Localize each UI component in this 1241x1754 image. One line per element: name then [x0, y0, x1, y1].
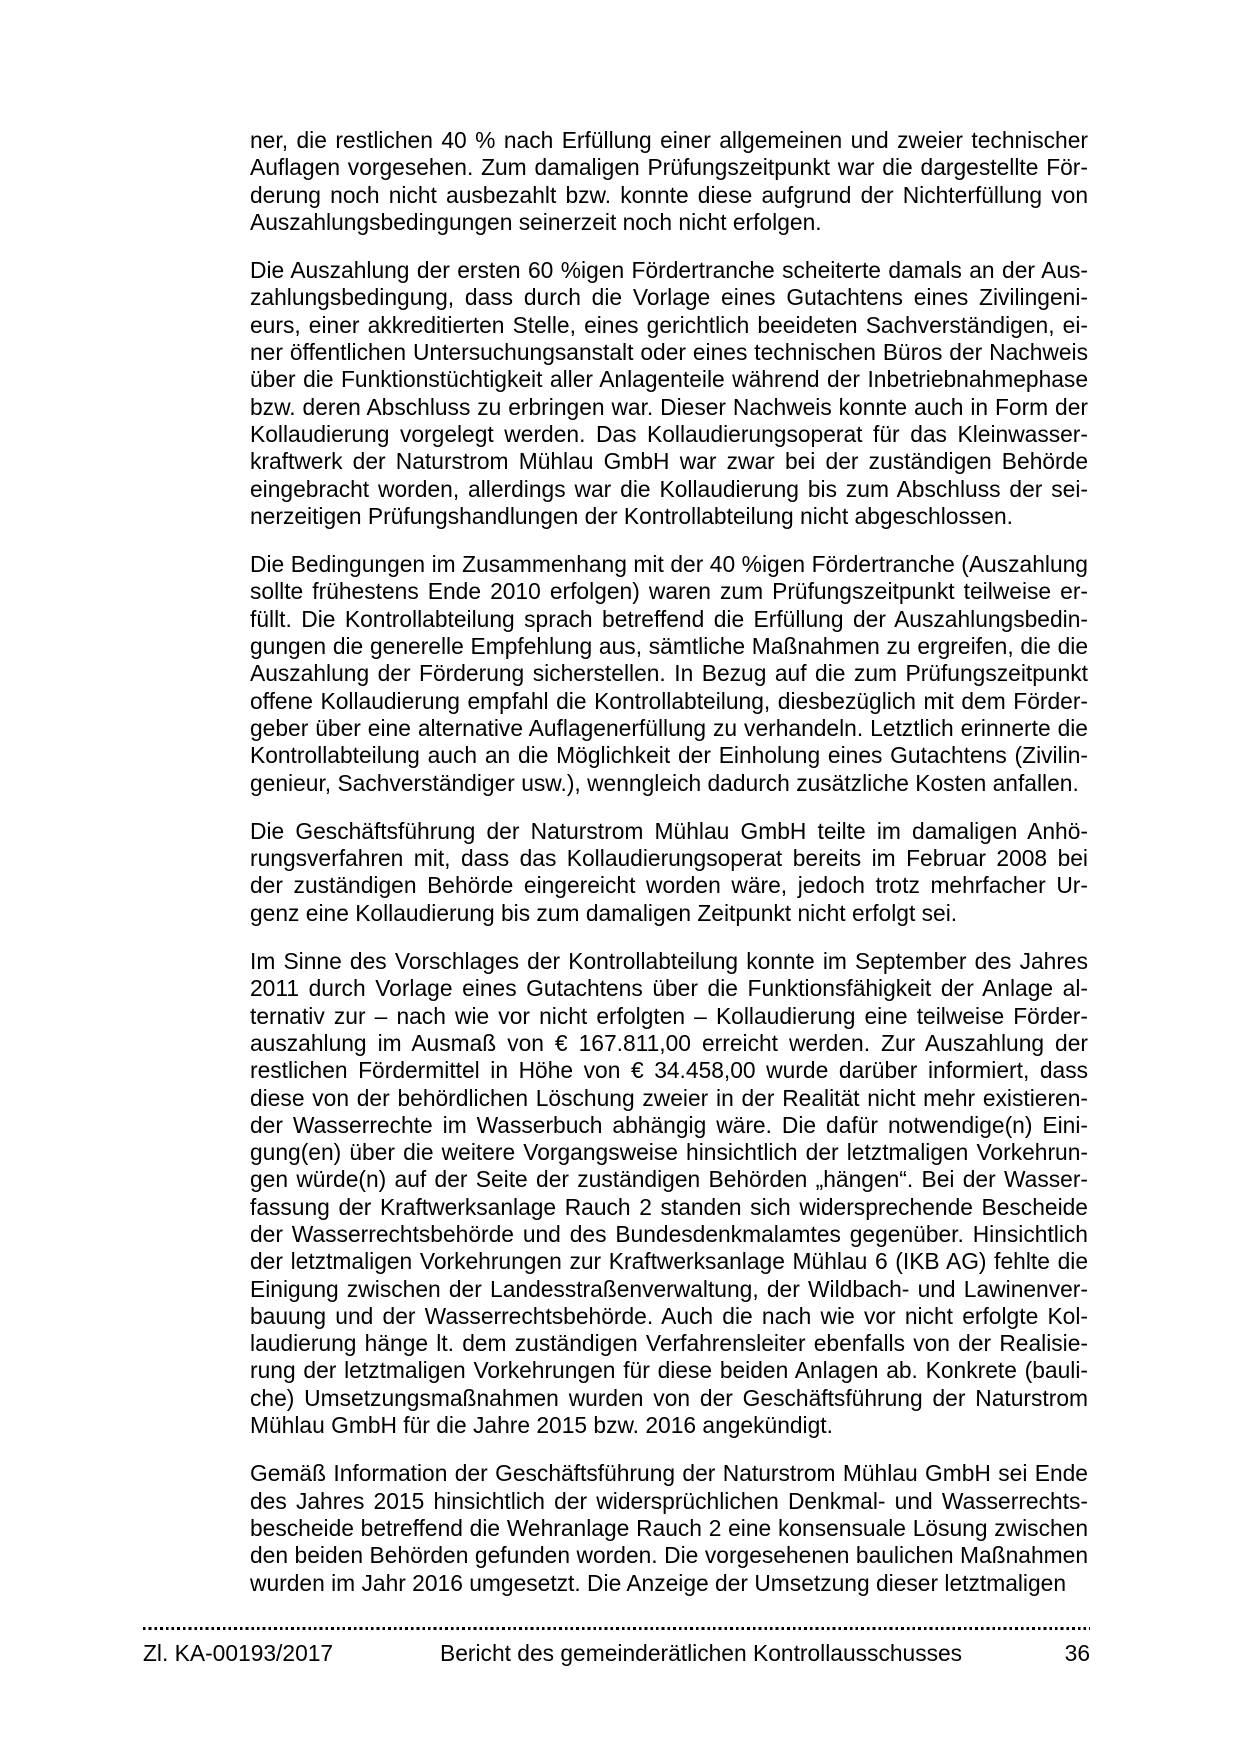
text-line: ner, die restlichen 40 % nach Erfüllung einer allgemeinen und zweier technischer — [250, 127, 1088, 153]
text-line: Auszahlung der Förderung sicherstellen. In Bezug auf die zum Prüfungszeitpunkt — [250, 660, 1088, 687]
footer-report-title: Bericht des gemeinderätlichen Kontrollausschusses — [440, 1640, 963, 1666]
text-line: restlichen Fördermittel in Höhe von € 34.458,00 wurde darüber informiert, dass — [250, 1057, 1088, 1084]
text-line: Die Bedingungen im Zusammenhang mit der 40 %igen Fördertranche (Auszahlung — [250, 551, 1088, 578]
text-line: der Wasserrechtsbehörde und des Bundesdenkmalamtes gegenüber. Hinsichtlich — [250, 1220, 1088, 1247]
text-line: Im Sinne des Vorschlages der Kontrollabteilung konnte im September des Jahres — [250, 948, 1088, 975]
text-line: der letztmaligen Vorkehrungen zur Kraftwerksanlage Mühlau 6 (IKB AG) fehlte die — [250, 1248, 1088, 1275]
footer-page-number: 36 — [1064, 1640, 1090, 1666]
text-line: zahlungsbedingung, dass durch die Vorlage eines Gutachtens eines Zivilingeni- — [250, 284, 1088, 311]
text-line: fassung der Kraftwerksanlage Rauch 2 standen sich widersprechende Bescheide — [250, 1193, 1088, 1220]
text-line: wurden im Jahr 2016 umgesetzt. Die Anzeige der Umsetzung dieser letztmaligen — [250, 1569, 1067, 1596]
text-line: kraftwerk der Naturstrom Mühlau GmbH war zwar bei der zuständigen Behörde — [250, 448, 1088, 475]
report-body-text — [250, 127, 1088, 1597]
text-line: Kollaudierung vorgelegt werden. Das Kollaudierungsoperat für das Kleinwasser- — [250, 420, 1088, 447]
text-line: ner öffentlichen Untersuchungsanstalt oder eines technischen Büros der Nachweis — [250, 339, 1088, 366]
text-line: Mühlau GmbH für die Jahre 2015 bzw. 2016 angekündigt. — [250, 1412, 833, 1439]
footer-row — [143, 1640, 1090, 1668]
text-line: nerzeitigen Prüfungshandlungen der Kontrollabteilung nicht abgeschlossen. — [250, 502, 1013, 529]
text-line: che) Umsetzungsmaßnahmen wurden von der Geschäftsführung der Naturstrom — [250, 1384, 1088, 1411]
text-line: über die Funktionstüchtigkeit aller Anlagenteile während der Inbetriebnahmephase — [250, 366, 1088, 393]
paragraph — [250, 551, 1088, 797]
text-line: gung(en) über die weitere Vorgangsweise hinsichtlich der letztmaligen Vorkehrun- — [250, 1139, 1088, 1166]
text-line: gungen die generelle Empfehlung aus, sämtliche Maßnahmen zu ergreifen, die die — [250, 633, 1088, 660]
text-line: bescheide betreffend die Wehranlage Rauch 2 eine konsensuale Lösung zwischen — [250, 1514, 1088, 1541]
page-footer — [143, 1627, 1090, 1668]
paragraph — [250, 1460, 1088, 1596]
text-line: Kontrollabteilung auch an die Möglichkeit der Einholung eines Gutachtens (Zivilin- — [250, 742, 1088, 769]
text-line: bzw. deren Abschluss zu erbringen war. Dieser Nachweis konnte auch in Form der — [250, 393, 1088, 420]
text-line: rungsverfahren mit, dass das Kollaudierungsoperat bereits im Februar 2008 bei — [250, 845, 1088, 872]
text-line: rung der letztmaligen Vorkehrungen für diese beiden Anlagen ab. Konkrete (bauli- — [250, 1357, 1088, 1384]
text-line: eurs, einer akkreditierten Stelle, eines gerichtlich beeideten Sachverständigen, ei- — [250, 311, 1088, 338]
text-line: Auszahlungsbedingungen seinerzeit noch nicht erfolgen. — [250, 208, 822, 235]
text-line: Gemäß Information der Geschäftsführung der Naturstrom Mühlau GmbH sei Ende — [250, 1460, 1088, 1487]
paragraph — [250, 948, 1088, 1439]
text-line: ternativ zur – nach wie vor nicht erfolgten – Kollaudierung eine teilweise Förder- — [250, 1002, 1088, 1029]
paragraph — [250, 127, 1088, 236]
text-line: diese von der behördlichen Löschung zweier in der Realität nicht mehr existieren- — [250, 1084, 1088, 1111]
text-line: Auflagen vorgesehen. Zum damaligen Prüfungszeitpunkt war die dargestellte För- — [250, 154, 1088, 181]
text-line: Die Geschäftsführung der Naturstrom Mühlau GmbH teilte im damaligen Anhö- — [250, 817, 1088, 844]
text-line: der zuständigen Behörde eingereicht worden wäre, jedoch trotz mehrfacher Ur- — [250, 872, 1088, 899]
text-line: füllt. Die Kontrollabteilung sprach betreffend die Erfüllung der Auszahlungsbedin- — [250, 605, 1088, 632]
paragraph — [250, 257, 1088, 530]
text-line: des Jahres 2015 hinsichtlich der widersprüchlichen Denkmal- und Wasserrechts- — [250, 1487, 1088, 1514]
text-line: den beiden Behörden gefunden worden. Die vorgesehenen baulichen Maßnahmen — [250, 1542, 1088, 1569]
text-line: offene Kollaudierung empfahl die Kontrollabteilung, diesbezüglich mit dem Förder- — [250, 687, 1088, 714]
text-line: der Wasserrechte im Wasserbuch abhängig wäre. Die dafür notwendige(n) Eini- — [250, 1111, 1088, 1138]
text-line: 2011 durch Vorlage eines Gutachtens über die Funktionsfähigkeit der Anlage al- — [250, 975, 1088, 1002]
text-line: gen würde(n) auf der Seite der zuständigen Behörden „hängen“. Bei der Wasser- — [250, 1166, 1088, 1193]
text-line: genz eine Kollaudierung bis zum damaligen Zeitpunkt nicht erfolgt sei. — [250, 899, 958, 926]
text-line: Einigung zwischen der Landesstraßenverwaltung, der Wildbach- und Lawinenver- — [250, 1275, 1088, 1302]
text-line: bauung und der Wasserrechtsbehörde. Auch die nach wie vor nicht erfolgte Kol- — [250, 1302, 1088, 1329]
text-line: eingebracht worden, allerdings war die Kollaudierung bis zum Abschluss der sei- — [250, 475, 1088, 502]
text-line: auszahlung im Ausmaß von € 167.811,00 erreicht werden. Zur Auszahlung der — [250, 1029, 1088, 1056]
text-line: Die Auszahlung der ersten 60 %igen Fördertranche scheiterte damals an der Aus- — [250, 257, 1088, 284]
footer-dotted-divider — [143, 1627, 1090, 1630]
text-line: geber über eine alternative Auflagenerfüllung zu verhandeln. Letztlich erinnerte die — [250, 714, 1088, 741]
footer-reference-number: Zl. KA-00193/2017 — [143, 1640, 334, 1666]
text-line: genieur, Sachverständiger usw.), wenngleich dadurch zusätzliche Kosten anfallen. — [250, 769, 1079, 796]
text-line: sollte frühestens Ende 2010 erfolgen) waren zum Prüfungszeitpunkt teilweise er- — [250, 578, 1088, 605]
text-line: derung noch nicht ausbezahlt bzw. konnte diese aufgrund der Nichterfüllung von — [250, 181, 1088, 208]
text-line: laudierung hänge lt. dem zuständigen Verfahrensleiter ebenfalls von der Realisie- — [250, 1330, 1088, 1357]
paragraph — [250, 818, 1088, 927]
